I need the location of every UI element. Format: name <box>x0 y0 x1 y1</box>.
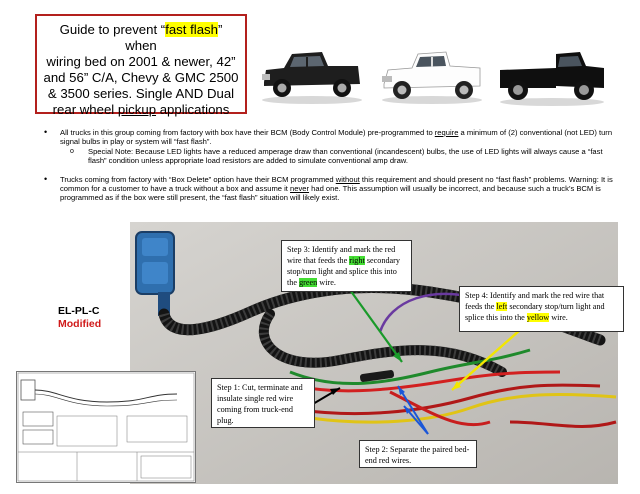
title-line-4: & 3500 series. Single AND Dual <box>47 86 235 101</box>
green-highlight: green <box>299 278 318 287</box>
green-arrowhead <box>393 352 402 362</box>
title-text: rear wheel <box>52 102 118 117</box>
right-highlight: right <box>349 256 365 265</box>
without-underline: without <box>335 174 360 184</box>
title-text: Guide to prevent “ <box>59 22 166 37</box>
step-4-callout <box>459 286 624 332</box>
callout-text: wire. <box>317 278 336 287</box>
part-label <box>58 305 101 331</box>
title-text: applications <box>156 102 230 117</box>
callout-text: Step 3: Identify and mark the red wire that feeds the <box>287 245 396 265</box>
never-underline: never <box>290 184 310 194</box>
modified-label: Modified <box>58 318 102 330</box>
bullet-text: this requirement and should present no “fast flash” problems. Warning: It is common for a customer to have a truck without a box and assume it <box>60 174 613 194</box>
fast-flash-highlight: fast flash <box>165 22 218 37</box>
bullet-text: had one. This assumption will usually be incorrect, and because such a truck’s BCM is programmed as if the box were still present, the “fast flash” situation will likely exist. <box>60 184 601 203</box>
yellow-arrow <box>452 330 520 390</box>
technical-drawing-thumbnail <box>16 371 196 483</box>
step-2-callout: Step 2: Separate the paired bed-end red wires. <box>359 440 477 468</box>
green-arrow <box>345 283 402 362</box>
title-line-2: wiring bed on 2001 & newer, 42” <box>46 54 236 69</box>
require-underline: require <box>434 128 459 137</box>
pickup-underline: pickup <box>117 102 157 117</box>
sub-bullet-led-note: o Special Note: Because LED lights have a reduced amperage draw than conventional (incandescent) bulbs, the use of LED lights will always cause a “fast flash” condition unless appropriate load resistors are added to simulate conventional amp draw. <box>40 147 615 166</box>
step-1-callout: Step 1: Cut, terminate and insulate single red wire coming from truck-end plug. <box>211 378 315 428</box>
step-3-callout <box>281 240 412 292</box>
bullet-text: Trucks coming from factory with “Box Delete” option have their BCM programmed <box>60 174 336 184</box>
bullet-text: All trucks in this group coming from factory with box have their BCM (Body Control Module) pre-programmed to <box>60 128 435 137</box>
callout-text: wire. <box>549 313 568 322</box>
title-text: ” when <box>125 22 223 53</box>
callout-text: secondary stop/turn light and splice this into the <box>287 256 401 287</box>
bullet-text: a minimum of (2) conventional (not LED) turn signal bulbs in play or system will “fast flash”. <box>60 128 613 147</box>
left-highlight: left <box>496 302 508 311</box>
title-line-3: and 56” C/A, Chevy & GMC 2500 <box>43 70 239 85</box>
callout-text: Step 4: Identify and mark the red wire that feeds the <box>465 291 605 311</box>
part-number: EL-PL-C <box>58 305 100 317</box>
yellow-highlight: yellow <box>526 313 550 322</box>
callout-text: secondary stop/turn light and splice this into the <box>465 302 605 322</box>
